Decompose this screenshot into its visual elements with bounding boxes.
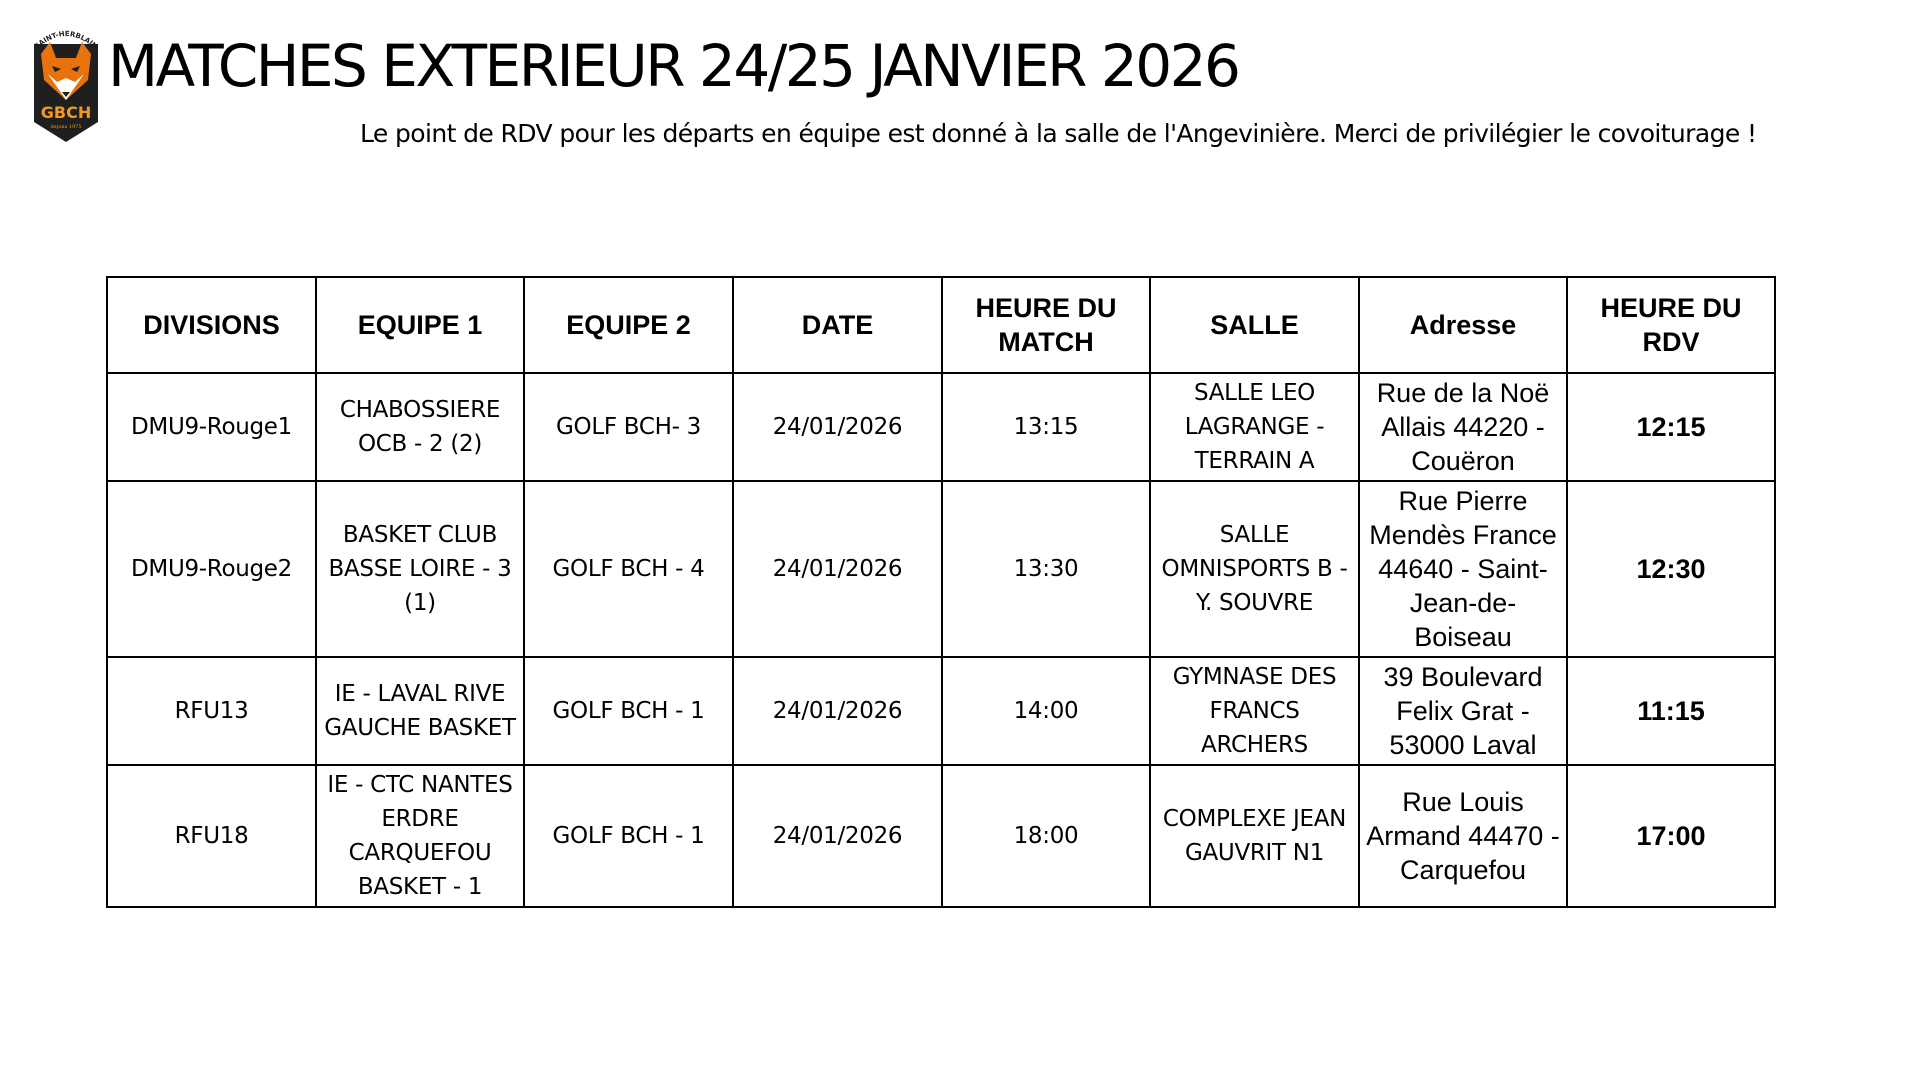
cell-equipe1: IE - CTC NANTES ERDRE CARQUEFOU BASKET - 1 — [316, 765, 524, 907]
matches-table — [106, 276, 1776, 908]
cell-equipe1: IE - LAVAL RIVE GAUCHE BASKET — [316, 657, 524, 765]
cell-date: 24/01/2026 — [733, 481, 942, 657]
table-row — [107, 657, 1775, 765]
header-heure-match: HEURE DU MATCH — [942, 277, 1150, 373]
table-row — [107, 373, 1775, 481]
cell-heure-rdv: 11:15 — [1567, 657, 1775, 765]
cell-heure-match: 14:00 — [942, 657, 1150, 765]
table-row — [107, 765, 1775, 907]
header-heure-rdv: HEURE DU RDV — [1567, 277, 1775, 373]
cell-equipe2: GOLF BCH - 1 — [524, 657, 733, 765]
cell-division: DMU9-Rouge1 — [107, 373, 316, 481]
logo-tagline: depuis 1975 — [50, 124, 82, 130]
cell-adresse: Rue de la Noë Allais 44220 - Couëron — [1359, 373, 1567, 481]
logo-club-arc: SAINT-HERBLAIN — [33, 29, 99, 51]
cell-salle: GYMNASE DES FRANCS ARCHERS — [1150, 657, 1359, 765]
cell-equipe1: CHABOSSIERE OCB - 2 (2) — [316, 373, 524, 481]
cell-heure-match: 18:00 — [942, 765, 1150, 907]
page-title: MATCHES EXTERIEUR 24/25 JANVIER 2026 — [108, 32, 1239, 100]
cell-division: RFU18 — [107, 765, 316, 907]
club-logo — [28, 18, 104, 144]
cell-salle: COMPLEXE JEAN GAUVRIT N1 — [1150, 765, 1359, 907]
header-date: DATE — [733, 277, 942, 373]
cell-heure-rdv: 12:30 — [1567, 481, 1775, 657]
header-divisions: DIVISIONS — [107, 277, 316, 373]
cell-heure-match: 13:15 — [942, 373, 1150, 481]
cell-adresse: Rue Pierre Mendès France 44640 - Saint-Jean-de-Boiseau — [1359, 481, 1567, 657]
header-adresse: Adresse — [1359, 277, 1567, 373]
cell-date: 24/01/2026 — [733, 657, 942, 765]
cell-division: DMU9-Rouge2 — [107, 481, 316, 657]
table-row — [107, 481, 1775, 657]
cell-heure-match: 13:30 — [942, 481, 1150, 657]
cell-equipe2: GOLF BCH - 4 — [524, 481, 733, 657]
cell-division: RFU13 — [107, 657, 316, 765]
table-header-row — [107, 277, 1775, 373]
cell-heure-rdv: 12:15 — [1567, 373, 1775, 481]
header-equipe1: EQUIPE 1 — [316, 277, 524, 373]
cell-salle: SALLE LEO LAGRANGE - TERRAIN A — [1150, 373, 1359, 481]
cell-salle: SALLE OMNISPORTS B - Y. SOUVRE — [1150, 481, 1359, 657]
header-salle: SALLE — [1150, 277, 1359, 373]
logo-monogram: GBCH — [40, 103, 92, 122]
page-subtitle: Le point de RDV pour les départs en équipe est donné à la salle de l'Angevinière. Merci de privilégier le covoiturage ! — [360, 119, 1757, 148]
header-equipe2: EQUIPE 2 — [524, 277, 733, 373]
cell-adresse: 39 Boulevard Felix Grat - 53000 Laval — [1359, 657, 1567, 765]
cell-date: 24/01/2026 — [733, 373, 942, 481]
cell-adresse: Rue Louis Armand 44470 - Carquefou — [1359, 765, 1567, 907]
cell-equipe2: GOLF BCH- 3 — [524, 373, 733, 481]
cell-date: 24/01/2026 — [733, 765, 942, 907]
cell-equipe1: BASKET CLUB BASSE LOIRE - 3 (1) — [316, 481, 524, 657]
cell-equipe2: GOLF BCH - 1 — [524, 765, 733, 907]
cell-heure-rdv: 17:00 — [1567, 765, 1775, 907]
